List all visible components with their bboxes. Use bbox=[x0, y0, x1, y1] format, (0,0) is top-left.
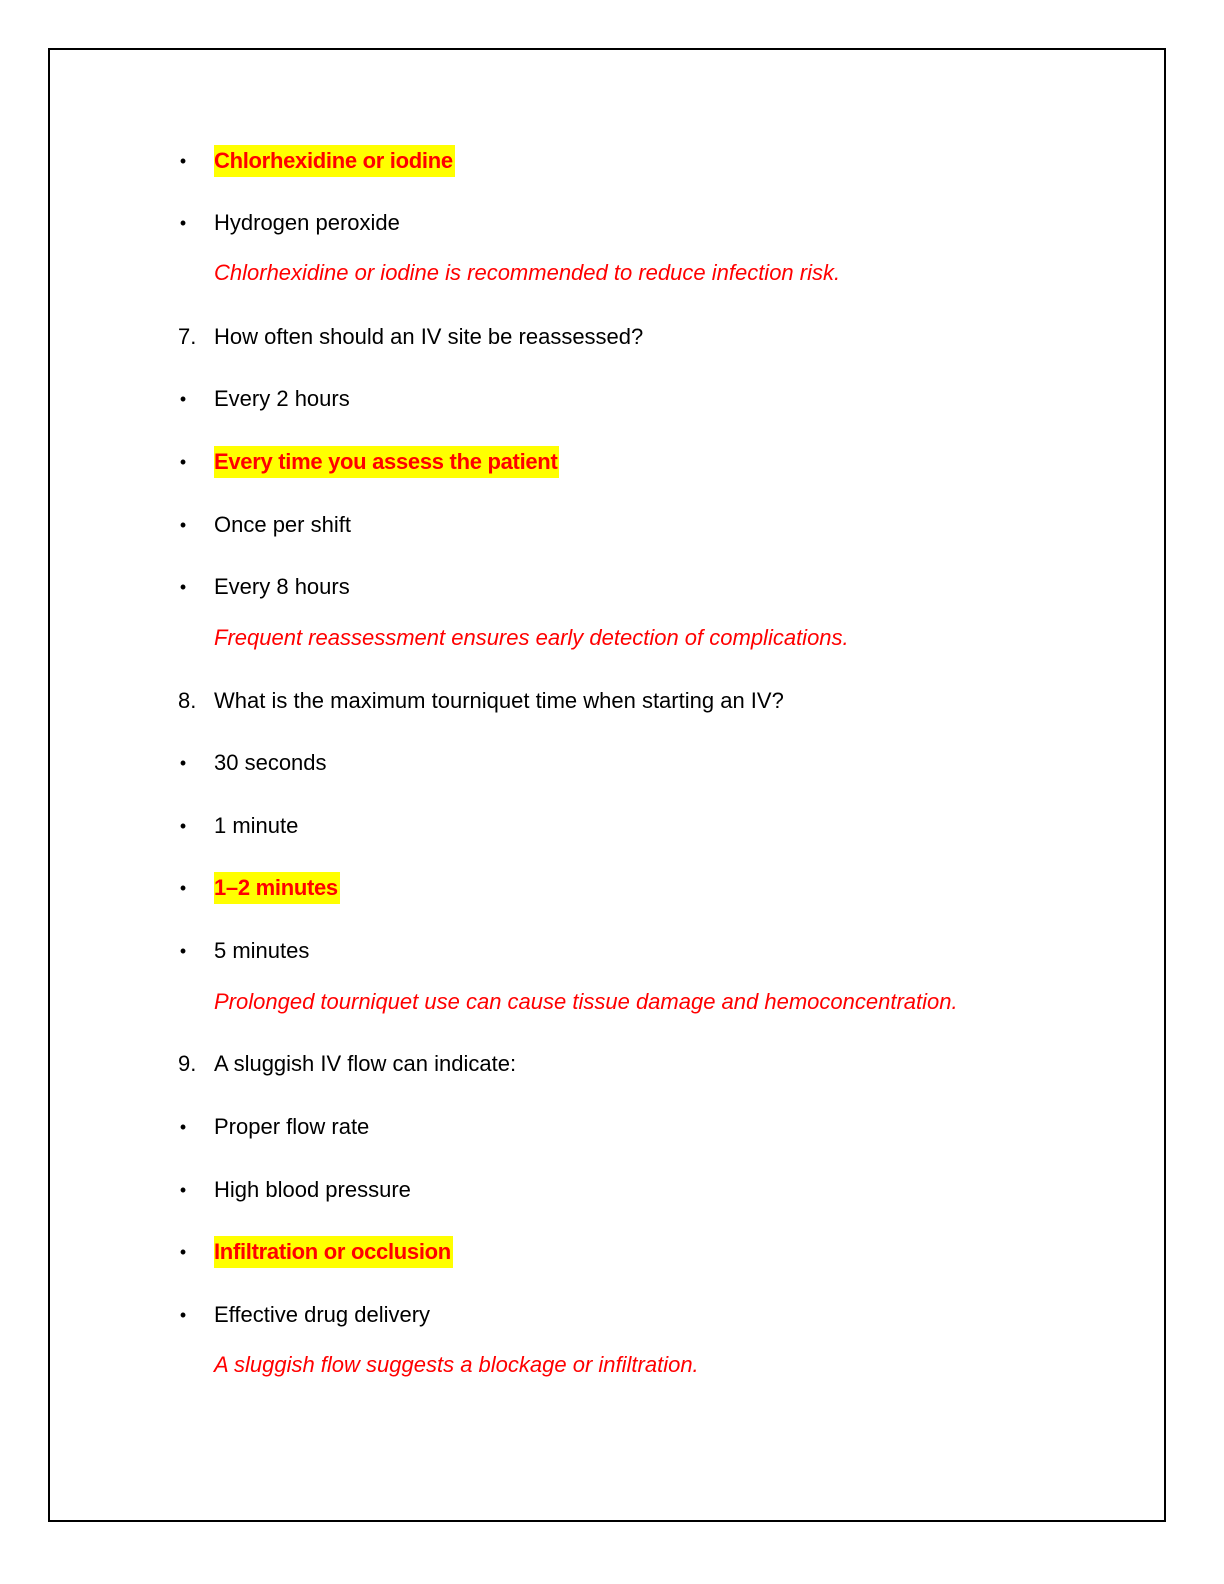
option-text: Proper flow rate bbox=[214, 1114, 370, 1139]
option-text: 1–2 minutes bbox=[214, 872, 340, 904]
option-text: Effective drug delivery bbox=[214, 1302, 431, 1327]
question-number: 9. bbox=[178, 1051, 197, 1076]
bullet-icon: • bbox=[179, 213, 187, 233]
bullet-icon: • bbox=[179, 515, 187, 535]
option-text: Every 2 hours bbox=[214, 386, 350, 411]
option-text: Every 8 hours bbox=[214, 574, 350, 599]
explanation-text: Prolonged tourniquet use can cause tissue damage and hemoconcentration. bbox=[214, 989, 958, 1014]
bullet-icon: • bbox=[179, 1117, 187, 1137]
question-number: 7. bbox=[178, 324, 197, 349]
option-text: 30 seconds bbox=[214, 750, 327, 775]
bullet-icon: • bbox=[179, 1305, 187, 1325]
option-text: Once per shift bbox=[214, 512, 351, 537]
option-text: Hydrogen peroxide bbox=[214, 210, 400, 235]
bullet-icon: • bbox=[179, 452, 187, 472]
bullet-icon: • bbox=[179, 1180, 187, 1200]
question-text: What is the maximum tourniquet time when starting an IV? bbox=[214, 688, 784, 713]
bullet-icon: • bbox=[179, 1242, 187, 1262]
bullet-icon: • bbox=[179, 941, 187, 961]
option-text: Chlorhexidine or iodine bbox=[214, 145, 455, 177]
option-text: 1 minute bbox=[214, 813, 299, 838]
bullet-icon: • bbox=[179, 753, 187, 773]
explanation-text: A sluggish flow suggests a blockage or infiltration. bbox=[214, 1352, 699, 1377]
explanation-text: Frequent reassessment ensures early detection of complications. bbox=[214, 625, 849, 650]
explanation-text: Chlorhexidine or iodine is recommended to reduce infection risk. bbox=[214, 260, 841, 285]
option-text: Every time you assess the patient bbox=[214, 446, 559, 478]
bullet-icon: • bbox=[179, 389, 187, 409]
question-number: 8. bbox=[178, 688, 197, 713]
option-text: Infiltration or occlusion bbox=[214, 1236, 453, 1268]
question-text: A sluggish IV flow can indicate: bbox=[214, 1051, 517, 1076]
option-text: High blood pressure bbox=[214, 1177, 411, 1202]
question-text: How often should an IV site be reassessed? bbox=[214, 324, 644, 349]
bullet-icon: • bbox=[179, 577, 187, 597]
option-text: 5 minutes bbox=[214, 938, 310, 963]
bullet-icon: • bbox=[179, 151, 187, 171]
bullet-icon: • bbox=[179, 816, 187, 836]
bullet-icon: • bbox=[179, 878, 187, 898]
